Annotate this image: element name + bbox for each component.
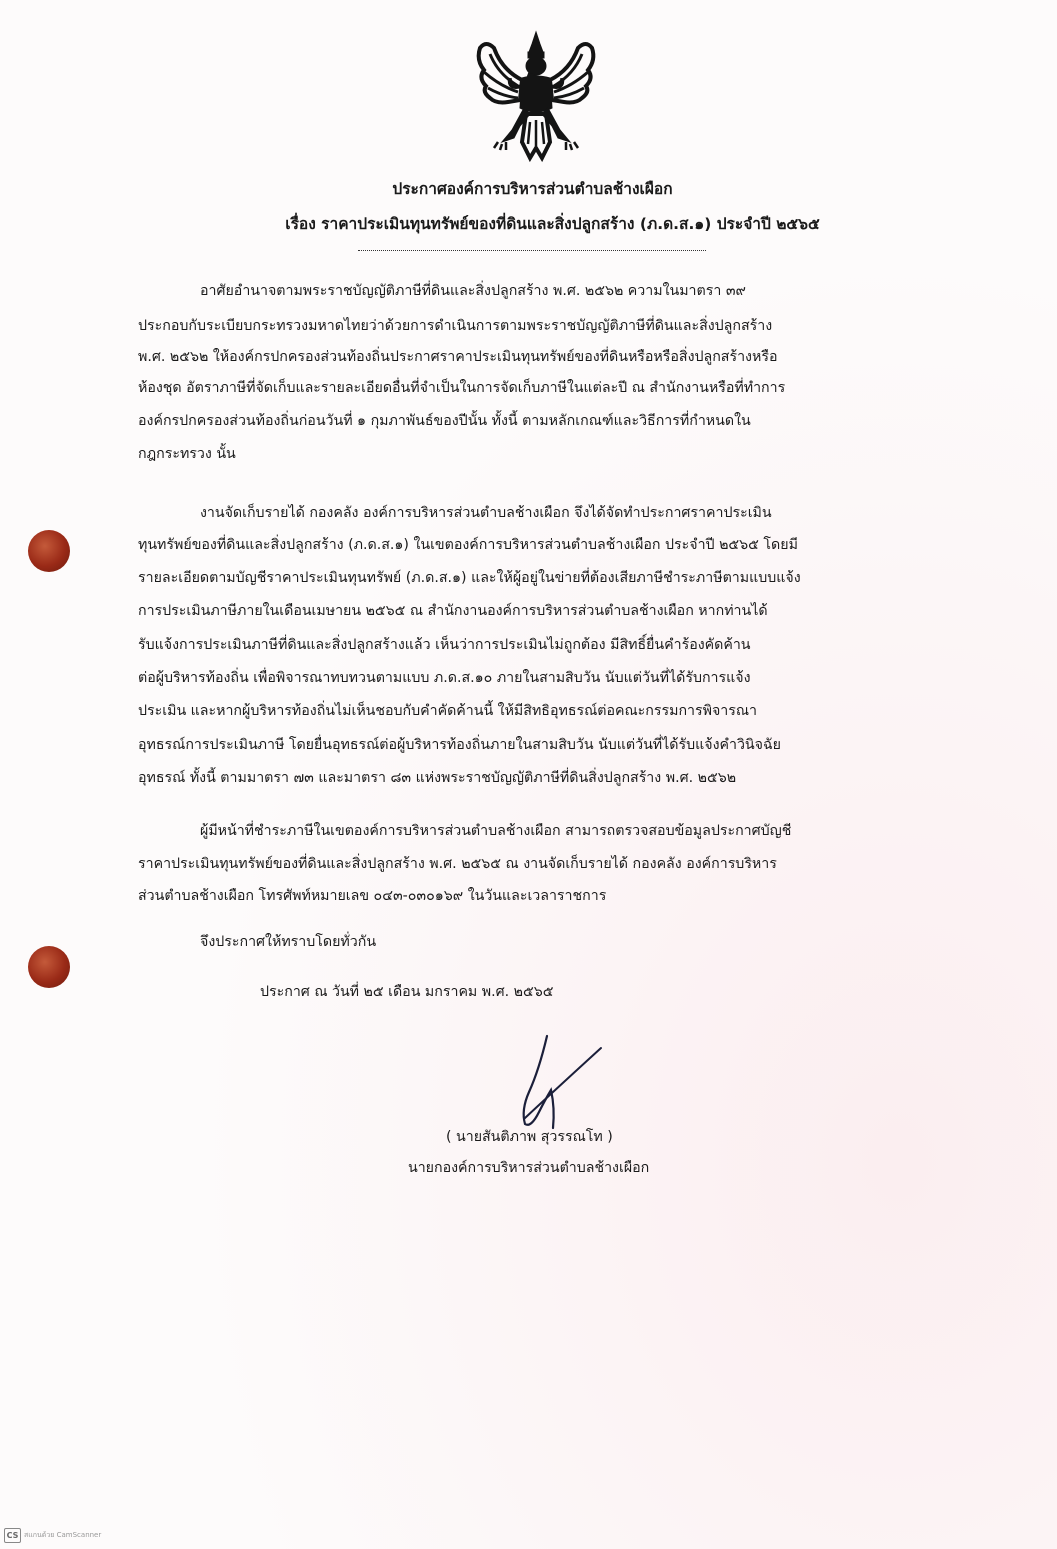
paragraph2-line: การประเมินภาษีภายในเดือนเมษายน ๒๕๖๕ ณ สำนักงานองค์การบริหารส่วนตำบลช้างเผือก หากท่านได้: [138, 603, 768, 619]
paragraph3-line: ส่วนตำบลช้างเผือก โทรศัพท์หมายเลข ๐๔๓-๐๓๐๑๖๙ ในวันและเวลาราชการ: [138, 888, 607, 904]
announcement-date: ประกาศ ณ วันที่ ๒๕ เดือน มกราคม พ.ศ. ๒๕๖๕: [260, 984, 554, 1000]
paragraph2-line: อุทธรณ์การประเมินภาษี โดยยื่นอุทธรณ์ต่อผู้บริหารท้องถิ่นภายในสามสิบวัน นับแต่วันที่ได้รับแจ้งคำวินิจฉัย: [138, 737, 781, 753]
dotted-divider: [358, 250, 706, 251]
paragraph1-line: กฎกระทรวง นั้น: [138, 446, 236, 462]
handwritten-signature: [505, 1030, 605, 1135]
announcement-title: ประกาศองค์การบริหารส่วนตำบลช้างเผือก: [392, 180, 673, 198]
paragraph1-line: อาศัยอำนาจตามพระราชบัญญัติภาษีที่ดินและสิ่งปลูกสร้าง พ.ศ. ๒๕๖๒ ความในมาตรา ๓๙: [200, 283, 746, 299]
punch-hole: [28, 946, 70, 988]
paragraph1-line: พ.ศ. ๒๕๖๒ ให้องค์กรปกครองส่วนท้องถิ่นประกาศราคาประเมินทุนทรัพย์ของที่ดินหรือหรือสิ่งปลูกสร้างหรือ: [138, 349, 778, 365]
signatory-position: นายกองค์การบริหารส่วนตำบลช้างเผือก: [408, 1160, 650, 1176]
paragraph2-line: งานจัดเก็บรายได้ กองคลัง องค์การบริหารส่วนตำบลช้างเผือก จึงได้จัดทำประกาศราคาประเมิน: [200, 505, 772, 521]
paragraph2-line: อุทธรณ์ ทั้งนี้ ตามมาตรา ๗๓ และมาตรา ๘๓ แห่งพระราชบัญญัติภาษีที่ดินสิ่งปลูกสร้าง พ.ศ. ๒๕๖๒: [138, 770, 737, 786]
paragraph2-line: รับแจ้งการประเมินภาษีที่ดินและสิ่งปลูกสร้างแล้ว เห็นว่าการประเมินไม่ถูกต้อง มีสิทธิ์ยื่นคำร้องคัดค้าน: [138, 637, 751, 653]
paragraph2-line: ทุนทรัพย์ของที่ดินและสิ่งปลูกสร้าง (ภ.ด.ส.๑) ในเขตองค์การบริหารส่วนตำบลช้างเผือก ประจำปี ๒๕๖๕ โดยมี: [138, 537, 798, 553]
paragraph1-line: ห้องชุด อัตราภาษีที่จัดเก็บและรายละเอียดอื่นที่จำเป็นในการจัดเก็บภาษีในแต่ละปี ณ สำนักงานหรือที่ทำการ: [138, 380, 786, 396]
paragraph3-line: ราคาประเมินทุนทรัพย์ของที่ดินและสิ่งปลูกสร้าง พ.ศ. ๒๕๖๕ ณ งานจัดเก็บรายได้ กองคลัง องค์การบริหาร: [138, 856, 777, 872]
signatory-name: ( นายสันติภาพ สุวรรณโท ): [446, 1129, 613, 1145]
paragraph2-line: ต่อผู้บริหารท้องถิ่น เพื่อพิจารณาทบทวนตามแบบ ภ.ด.ส.๑๐ ภายในสามสิบวัน นับแต่วันที่ได้รับการแจ้ง: [138, 670, 751, 686]
paragraph1-line: องค์กรปกครองส่วนท้องถิ่นก่อนวันที่ ๑ กุมภาพันธ์ของปีนั้น ทั้งนี้ ตามหลักเกณฑ์และวิธีการที่กำหนดใน: [138, 413, 751, 429]
garuda-emblem-icon: [472, 30, 600, 164]
punch-hole: [28, 530, 70, 572]
announcement-subject: เรื่อง ราคาประเมินทุนทรัพย์ของที่ดินและสิ่งปลูกสร้าง (ภ.ด.ส.๑) ประจำปี ๒๕๖๕: [285, 215, 820, 233]
paragraph2-line: ประเมิน และหากผู้บริหารท้องถิ่นไม่เห็นชอบกับคำคัดค้านนี้ ให้มีสิทธิอุทธรณ์ต่อคณะกรรมการพิจารณา: [138, 703, 758, 719]
paragraph2-line: รายละเอียดตามบัญชีราคาประเมินทุนทรัพย์ (ภ.ด.ส.๑) และให้ผู้อยู่ในข่ายที่ต้องเสียภาษีชำระภาษีตามแบบแจ้ง: [138, 570, 801, 586]
camscanner-logo-icon: CS: [4, 1528, 21, 1543]
scanner-watermark: [4, 1528, 101, 1543]
paragraph3-line: ผู้มีหน้าที่ชำระภาษีในเขตองค์การบริหารส่วนตำบลช้างเผือก สามารถตรวจสอบข้อมูลประกาศบัญชี: [200, 823, 792, 839]
camscanner-text: สแกนด้วย CamScanner: [24, 1531, 102, 1539]
closing-statement: จึงประกาศให้ทราบโดยทั่วกัน: [200, 934, 377, 950]
paragraph1-line: ประกอบกับระเบียบกระทรวงมหาดไทยว่าด้วยการดำเนินการตามพระราชบัญญัติภาษีที่ดินและสิ่งปลูกสร้าง: [138, 318, 773, 334]
